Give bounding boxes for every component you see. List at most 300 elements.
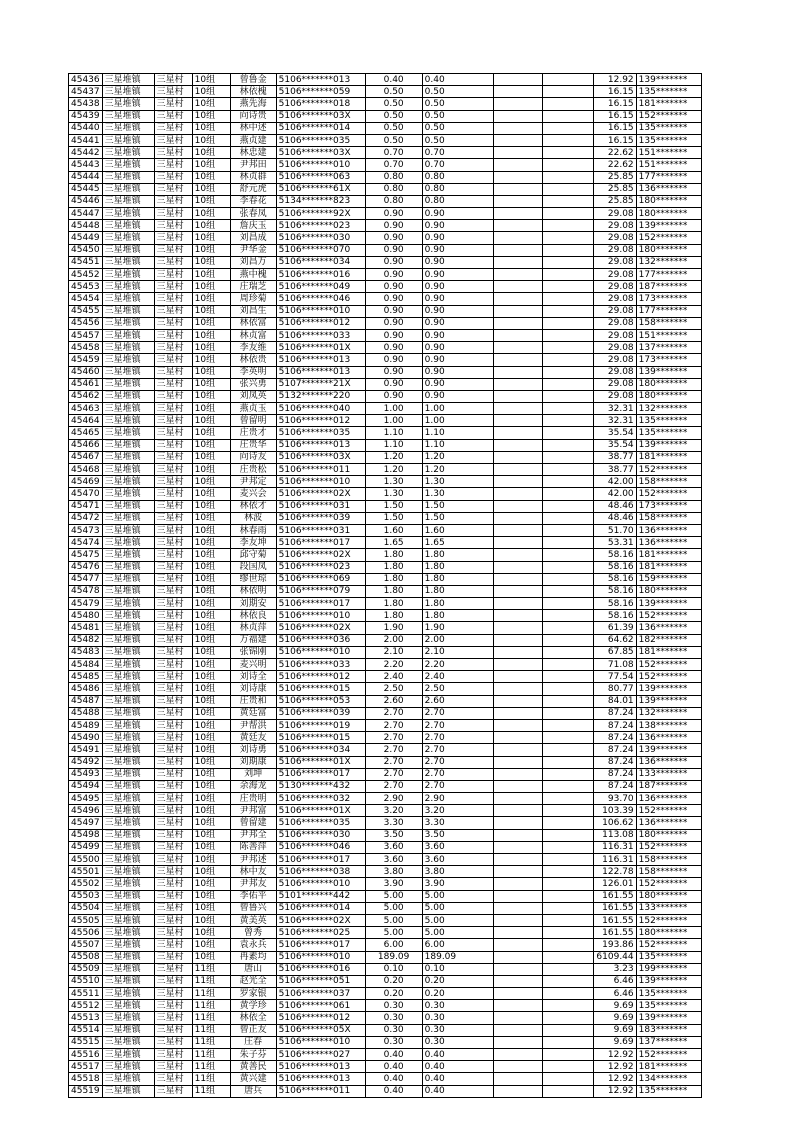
subsidy-cell: 58.16: [593, 549, 636, 561]
village-cell: 三星村: [154, 549, 192, 561]
area-cell: 0.30: [365, 1000, 422, 1012]
phone-cell: 181*******: [636, 98, 701, 110]
phone-cell: 135*******: [636, 1085, 701, 1097]
empty-cell: [542, 110, 593, 122]
id-number-cell: 5106*******046: [276, 293, 365, 305]
row-number: 45518: [69, 1073, 103, 1085]
confirmed-area-cell: 1.65: [422, 537, 493, 549]
phone-cell: 180*******: [636, 829, 701, 841]
town-cell: 三星堆镇: [102, 732, 154, 744]
group-cell: 10组: [192, 281, 230, 293]
town-cell: 三星堆镇: [102, 549, 154, 561]
town-cell: 三星堆镇: [102, 756, 154, 768]
town-cell: 三星堆镇: [102, 342, 154, 354]
confirmed-area-cell: 0.90: [422, 390, 493, 402]
subsidy-cell: 29.08: [593, 378, 636, 390]
empty-cell: [542, 476, 593, 488]
table-row: [69, 951, 702, 963]
empty-cell: [542, 695, 593, 707]
confirmed-area-cell: 1.10: [422, 427, 493, 439]
name-cell: 庄贵明: [230, 793, 276, 805]
town-cell: 三星堆镇: [102, 744, 154, 756]
phone-cell: 173*******: [636, 293, 701, 305]
town-cell: 三星堆镇: [102, 902, 154, 914]
empty-cell: [542, 244, 593, 256]
row-number: 45480: [69, 610, 103, 622]
confirmed-area-cell: 1.00: [422, 403, 493, 415]
group-cell: 10组: [192, 549, 230, 561]
town-cell: 三星堆镇: [102, 1085, 154, 1097]
id-number-cell: 5130*******432: [276, 780, 365, 792]
name-cell: 尹邦富: [230, 805, 276, 817]
group-cell: 10组: [192, 74, 230, 86]
phone-cell: 180*******: [636, 585, 701, 597]
town-cell: 三星堆镇: [102, 232, 154, 244]
group-cell: 10组: [192, 561, 230, 573]
table-row: [69, 744, 702, 756]
phone-cell: 135*******: [636, 951, 701, 963]
village-cell: 三星村: [154, 659, 192, 671]
name-cell: 尹邦田: [230, 159, 276, 171]
area-cell: 0.90: [365, 232, 422, 244]
table-row: [69, 598, 702, 610]
empty-cell: [542, 415, 593, 427]
empty-cell: [493, 500, 542, 512]
village-cell: 三星村: [154, 342, 192, 354]
village-cell: 三星村: [154, 805, 192, 817]
town-cell: 三星堆镇: [102, 98, 154, 110]
village-cell: 三星村: [154, 598, 192, 610]
table-row: [69, 610, 702, 622]
row-number: 45448: [69, 220, 103, 232]
phone-cell: 158*******: [636, 512, 701, 524]
name-cell: 林依才: [230, 500, 276, 512]
id-number-cell: 5106*******038: [276, 866, 365, 878]
name-cell: 张春凤: [230, 208, 276, 220]
subsidy-cell: 29.08: [593, 232, 636, 244]
name-cell: 麦兴会: [230, 488, 276, 500]
subsidy-cell: 80.77: [593, 683, 636, 695]
group-cell: 10组: [192, 390, 230, 402]
group-cell: 10组: [192, 854, 230, 866]
empty-cell: [542, 671, 593, 683]
area-cell: 0.40: [365, 1085, 422, 1097]
confirmed-area-cell: 0.90: [422, 305, 493, 317]
group-cell: 10组: [192, 488, 230, 500]
subsidy-cell: 61.39: [593, 622, 636, 634]
phone-cell: 132*******: [636, 707, 701, 719]
confirmed-area-cell: 0.40: [422, 1073, 493, 1085]
name-cell: 黄兴建: [230, 1073, 276, 1085]
table-row: [69, 622, 702, 634]
confirmed-area-cell: 0.90: [422, 317, 493, 329]
village-cell: 三星村: [154, 732, 192, 744]
empty-cell: [542, 208, 593, 220]
table-row: [69, 561, 702, 573]
group-cell: 10组: [192, 610, 230, 622]
group-cell: 10组: [192, 293, 230, 305]
subsidy-cell: 6.46: [593, 975, 636, 987]
row-number: 45449: [69, 232, 103, 244]
row-number: 45514: [69, 1024, 103, 1036]
village-cell: 三星村: [154, 1085, 192, 1097]
area-cell: 2.70: [365, 744, 422, 756]
village-cell: 三星村: [154, 817, 192, 829]
confirmed-area-cell: 0.70: [422, 147, 493, 159]
table-row: [69, 817, 702, 829]
area-cell: 0.40: [365, 1061, 422, 1073]
town-cell: 三星堆镇: [102, 671, 154, 683]
subsidy-cell: 87.24: [593, 732, 636, 744]
id-number-cell: 5106*******013: [276, 74, 365, 86]
table-row: [69, 232, 702, 244]
name-cell: 燕中槐: [230, 269, 276, 281]
area-cell: 5.00: [365, 927, 422, 939]
confirmed-area-cell: 1.80: [422, 598, 493, 610]
name-cell: 罗家银: [230, 988, 276, 1000]
phone-cell: 180*******: [636, 927, 701, 939]
village-cell: 三星村: [154, 500, 192, 512]
empty-cell: [493, 390, 542, 402]
empty-cell: [542, 1024, 593, 1036]
row-number: 45507: [69, 939, 103, 951]
name-cell: 周珍菊: [230, 293, 276, 305]
empty-cell: [542, 281, 593, 293]
table-row: [69, 1000, 702, 1012]
table-row: [69, 927, 702, 939]
table-row: [69, 378, 702, 390]
empty-cell: [542, 403, 593, 415]
id-number-cell: 5106*******039: [276, 707, 365, 719]
area-cell: 2.10: [365, 646, 422, 658]
town-cell: 三星堆镇: [102, 805, 154, 817]
confirmed-area-cell: 1.80: [422, 585, 493, 597]
town-cell: 三星堆镇: [102, 281, 154, 293]
table-row: [69, 854, 702, 866]
subsidy-cell: 29.08: [593, 329, 636, 341]
group-cell: 11组: [192, 1061, 230, 1073]
area-cell: 2.00: [365, 634, 422, 646]
name-cell: 麦兴明: [230, 659, 276, 671]
subsidy-cell: 58.16: [593, 561, 636, 573]
group-cell: 10组: [192, 195, 230, 207]
town-cell: 三星堆镇: [102, 561, 154, 573]
subsidy-cell: 113.08: [593, 829, 636, 841]
name-cell: 燕贞建: [230, 134, 276, 146]
table-row: [69, 780, 702, 792]
name-cell: 刘诗勇: [230, 744, 276, 756]
empty-cell: [542, 342, 593, 354]
empty-cell: [542, 1000, 593, 1012]
phone-cell: 152*******: [636, 1049, 701, 1061]
subsidy-cell: 116.31: [593, 841, 636, 853]
confirmed-area-cell: 0.90: [422, 329, 493, 341]
village-cell: 三星村: [154, 634, 192, 646]
area-cell: 0.80: [365, 195, 422, 207]
row-number: 45487: [69, 695, 103, 707]
village-cell: 三星村: [154, 476, 192, 488]
row-number: 45500: [69, 854, 103, 866]
row-number: 45454: [69, 293, 103, 305]
row-number: 45451: [69, 256, 103, 268]
table-row: [69, 305, 702, 317]
id-number-cell: 5106*******036: [276, 634, 365, 646]
subsidy-cell: 58.16: [593, 585, 636, 597]
phone-cell: 151*******: [636, 147, 701, 159]
confirmed-area-cell: 5.00: [422, 914, 493, 926]
village-cell: 三星村: [154, 707, 192, 719]
subsidy-cell: 51.70: [593, 524, 636, 536]
empty-cell: [493, 1073, 542, 1085]
area-cell: 2.20: [365, 659, 422, 671]
row-number: 45450: [69, 244, 103, 256]
subsidy-cell: 29.08: [593, 390, 636, 402]
subsidy-cell: 22.62: [593, 159, 636, 171]
row-number: 45501: [69, 866, 103, 878]
empty-cell: [542, 439, 593, 451]
name-cell: 刘昌成: [230, 232, 276, 244]
confirmed-area-cell: 0.90: [422, 220, 493, 232]
table-row: [69, 159, 702, 171]
town-cell: 三星堆镇: [102, 841, 154, 853]
group-cell: 10组: [192, 464, 230, 476]
village-cell: 三星村: [154, 451, 192, 463]
phone-cell: 135*******: [636, 415, 701, 427]
empty-cell: [542, 354, 593, 366]
id-number-cell: 5106*******010: [276, 476, 365, 488]
group-cell: 10组: [192, 927, 230, 939]
table-row: [69, 573, 702, 585]
row-number: 45474: [69, 537, 103, 549]
empty-cell: [542, 378, 593, 390]
table-row: [69, 317, 702, 329]
village-cell: 三星村: [154, 671, 192, 683]
subsidy-cell: 58.16: [593, 610, 636, 622]
phone-cell: 151*******: [636, 329, 701, 341]
village-cell: 三星村: [154, 354, 192, 366]
empty-cell: [493, 317, 542, 329]
subsidy-cell: 29.08: [593, 317, 636, 329]
confirmed-area-cell: 0.20: [422, 988, 493, 1000]
group-cell: 10组: [192, 659, 230, 671]
name-cell: 李英明: [230, 366, 276, 378]
group-cell: 10组: [192, 476, 230, 488]
id-number-cell: 5106*******030: [276, 829, 365, 841]
empty-cell: [493, 890, 542, 902]
confirmed-area-cell: 2.00: [422, 634, 493, 646]
empty-cell: [493, 914, 542, 926]
group-cell: 10组: [192, 646, 230, 658]
id-number-cell: 5106*******02X: [276, 488, 365, 500]
phone-cell: 136*******: [636, 817, 701, 829]
id-number-cell: 5106*******027: [276, 1049, 365, 1061]
area-cell: 1.80: [365, 598, 422, 610]
empty-cell: [493, 134, 542, 146]
village-cell: 三星村: [154, 378, 192, 390]
group-cell: 10组: [192, 634, 230, 646]
town-cell: 三星堆镇: [102, 1073, 154, 1085]
phone-cell: 139*******: [636, 695, 701, 707]
empty-cell: [542, 549, 593, 561]
name-cell: 庄贵松: [230, 464, 276, 476]
id-number-cell: 5106*******02X: [276, 549, 365, 561]
subsidy-cell: 29.08: [593, 281, 636, 293]
id-number-cell: 5106*******069: [276, 573, 365, 585]
row-number: 45494: [69, 780, 103, 792]
name-cell: 赵光全: [230, 975, 276, 987]
table-row: [69, 512, 702, 524]
table-row: [69, 476, 702, 488]
confirmed-area-cell: 1.90: [422, 622, 493, 634]
name-cell: 林依槐: [230, 86, 276, 98]
village-cell: 三星村: [154, 537, 192, 549]
group-cell: 11组: [192, 988, 230, 1000]
group-cell: 10组: [192, 951, 230, 963]
table-row: [69, 366, 702, 378]
table-row: [69, 768, 702, 780]
town-cell: 三星堆镇: [102, 829, 154, 841]
empty-cell: [493, 537, 542, 549]
town-cell: 三星堆镇: [102, 74, 154, 86]
town-cell: 三星堆镇: [102, 988, 154, 1000]
confirmed-area-cell: 0.30: [422, 1024, 493, 1036]
id-number-cell: 5106*******010: [276, 610, 365, 622]
village-cell: 三星村: [154, 305, 192, 317]
empty-cell: [493, 1085, 542, 1097]
name-cell: 李友维: [230, 342, 276, 354]
empty-cell: [493, 281, 542, 293]
area-cell: 0.90: [365, 244, 422, 256]
area-cell: 1.10: [365, 427, 422, 439]
group-cell: 10组: [192, 439, 230, 451]
id-number-cell: 5106*******016: [276, 269, 365, 281]
subsidy-cell: 42.00: [593, 488, 636, 500]
phone-cell: 159*******: [636, 573, 701, 585]
village-cell: 三星村: [154, 610, 192, 622]
confirmed-area-cell: 2.90: [422, 793, 493, 805]
village-cell: 三星村: [154, 439, 192, 451]
name-cell: 燕先海: [230, 98, 276, 110]
empty-cell: [493, 780, 542, 792]
subsidy-cell: 58.16: [593, 573, 636, 585]
row-number: 45519: [69, 1085, 103, 1097]
confirmed-area-cell: 2.10: [422, 646, 493, 658]
village-cell: 三星村: [154, 220, 192, 232]
name-cell: 向诗友: [230, 451, 276, 463]
row-number: 45457: [69, 329, 103, 341]
empty-cell: [542, 914, 593, 926]
town-cell: 三星堆镇: [102, 1061, 154, 1073]
group-cell: 10组: [192, 914, 230, 926]
row-number: 45517: [69, 1061, 103, 1073]
row-number: 45516: [69, 1049, 103, 1061]
id-number-cell: 5106*******013: [276, 1073, 365, 1085]
subsidy-cell: 48.46: [593, 512, 636, 524]
row-number: 45493: [69, 768, 103, 780]
id-number-cell: 5106*******92X: [276, 208, 365, 220]
id-number-cell: 5106*******012: [276, 1012, 365, 1024]
table-row: [69, 415, 702, 427]
phone-cell: 132*******: [636, 403, 701, 415]
row-number: 45510: [69, 975, 103, 987]
id-number-cell: 5106*******016: [276, 963, 365, 975]
village-cell: 三星村: [154, 1073, 192, 1085]
empty-cell: [542, 329, 593, 341]
subsidy-cell: 42.00: [593, 476, 636, 488]
group-cell: 10组: [192, 159, 230, 171]
town-cell: 三星堆镇: [102, 683, 154, 695]
village-cell: 三星村: [154, 159, 192, 171]
town-cell: 三星堆镇: [102, 366, 154, 378]
table-row: [69, 939, 702, 951]
empty-cell: [493, 768, 542, 780]
area-cell: 0.40: [365, 1049, 422, 1061]
empty-cell: [542, 756, 593, 768]
town-cell: 三星堆镇: [102, 427, 154, 439]
empty-cell: [493, 488, 542, 500]
empty-cell: [493, 122, 542, 134]
area-cell: 3.30: [365, 817, 422, 829]
confirmed-area-cell: 0.30: [422, 1000, 493, 1012]
group-cell: 10组: [192, 744, 230, 756]
village-cell: 三星村: [154, 1049, 192, 1061]
area-cell: 1.30: [365, 488, 422, 500]
empty-cell: [542, 805, 593, 817]
group-cell: 11组: [192, 963, 230, 975]
phone-cell: 139*******: [636, 439, 701, 451]
row-number: 45484: [69, 659, 103, 671]
empty-cell: [542, 598, 593, 610]
name-cell: 黄廷富: [230, 707, 276, 719]
village-cell: 三星村: [154, 890, 192, 902]
id-number-cell: 5106*******012: [276, 415, 365, 427]
town-cell: 三星堆镇: [102, 659, 154, 671]
area-cell: 2.90: [365, 793, 422, 805]
empty-cell: [493, 269, 542, 281]
table-row: [69, 659, 702, 671]
town-cell: 三星堆镇: [102, 1024, 154, 1036]
phone-cell: 152*******: [636, 659, 701, 671]
village-cell: 三星村: [154, 98, 192, 110]
empty-cell: [493, 366, 542, 378]
confirmed-area-cell: 1.50: [422, 512, 493, 524]
empty-cell: [542, 561, 593, 573]
empty-cell: [493, 756, 542, 768]
empty-cell: [493, 427, 542, 439]
name-cell: 张锦刚: [230, 646, 276, 658]
phone-cell: 181*******: [636, 561, 701, 573]
table-row: [69, 890, 702, 902]
id-number-cell: 5106*******010: [276, 1036, 365, 1048]
name-cell: 黄美英: [230, 914, 276, 926]
row-number: 45469: [69, 476, 103, 488]
id-number-cell: 5132*******220: [276, 390, 365, 402]
area-cell: 0.90: [365, 354, 422, 366]
confirmed-area-cell: 2.60: [422, 695, 493, 707]
confirmed-area-cell: 1.00: [422, 415, 493, 427]
confirmed-area-cell: 5.00: [422, 890, 493, 902]
village-cell: 三星村: [154, 1024, 192, 1036]
group-cell: 10组: [192, 110, 230, 122]
village-cell: 三星村: [154, 524, 192, 536]
table-row: [69, 134, 702, 146]
phone-cell: 158*******: [636, 866, 701, 878]
subsidy-cell: 87.24: [593, 707, 636, 719]
confirmed-area-cell: 1.80: [422, 610, 493, 622]
empty-cell: [542, 659, 593, 671]
row-number: 45513: [69, 1012, 103, 1024]
area-cell: 0.20: [365, 988, 422, 1000]
